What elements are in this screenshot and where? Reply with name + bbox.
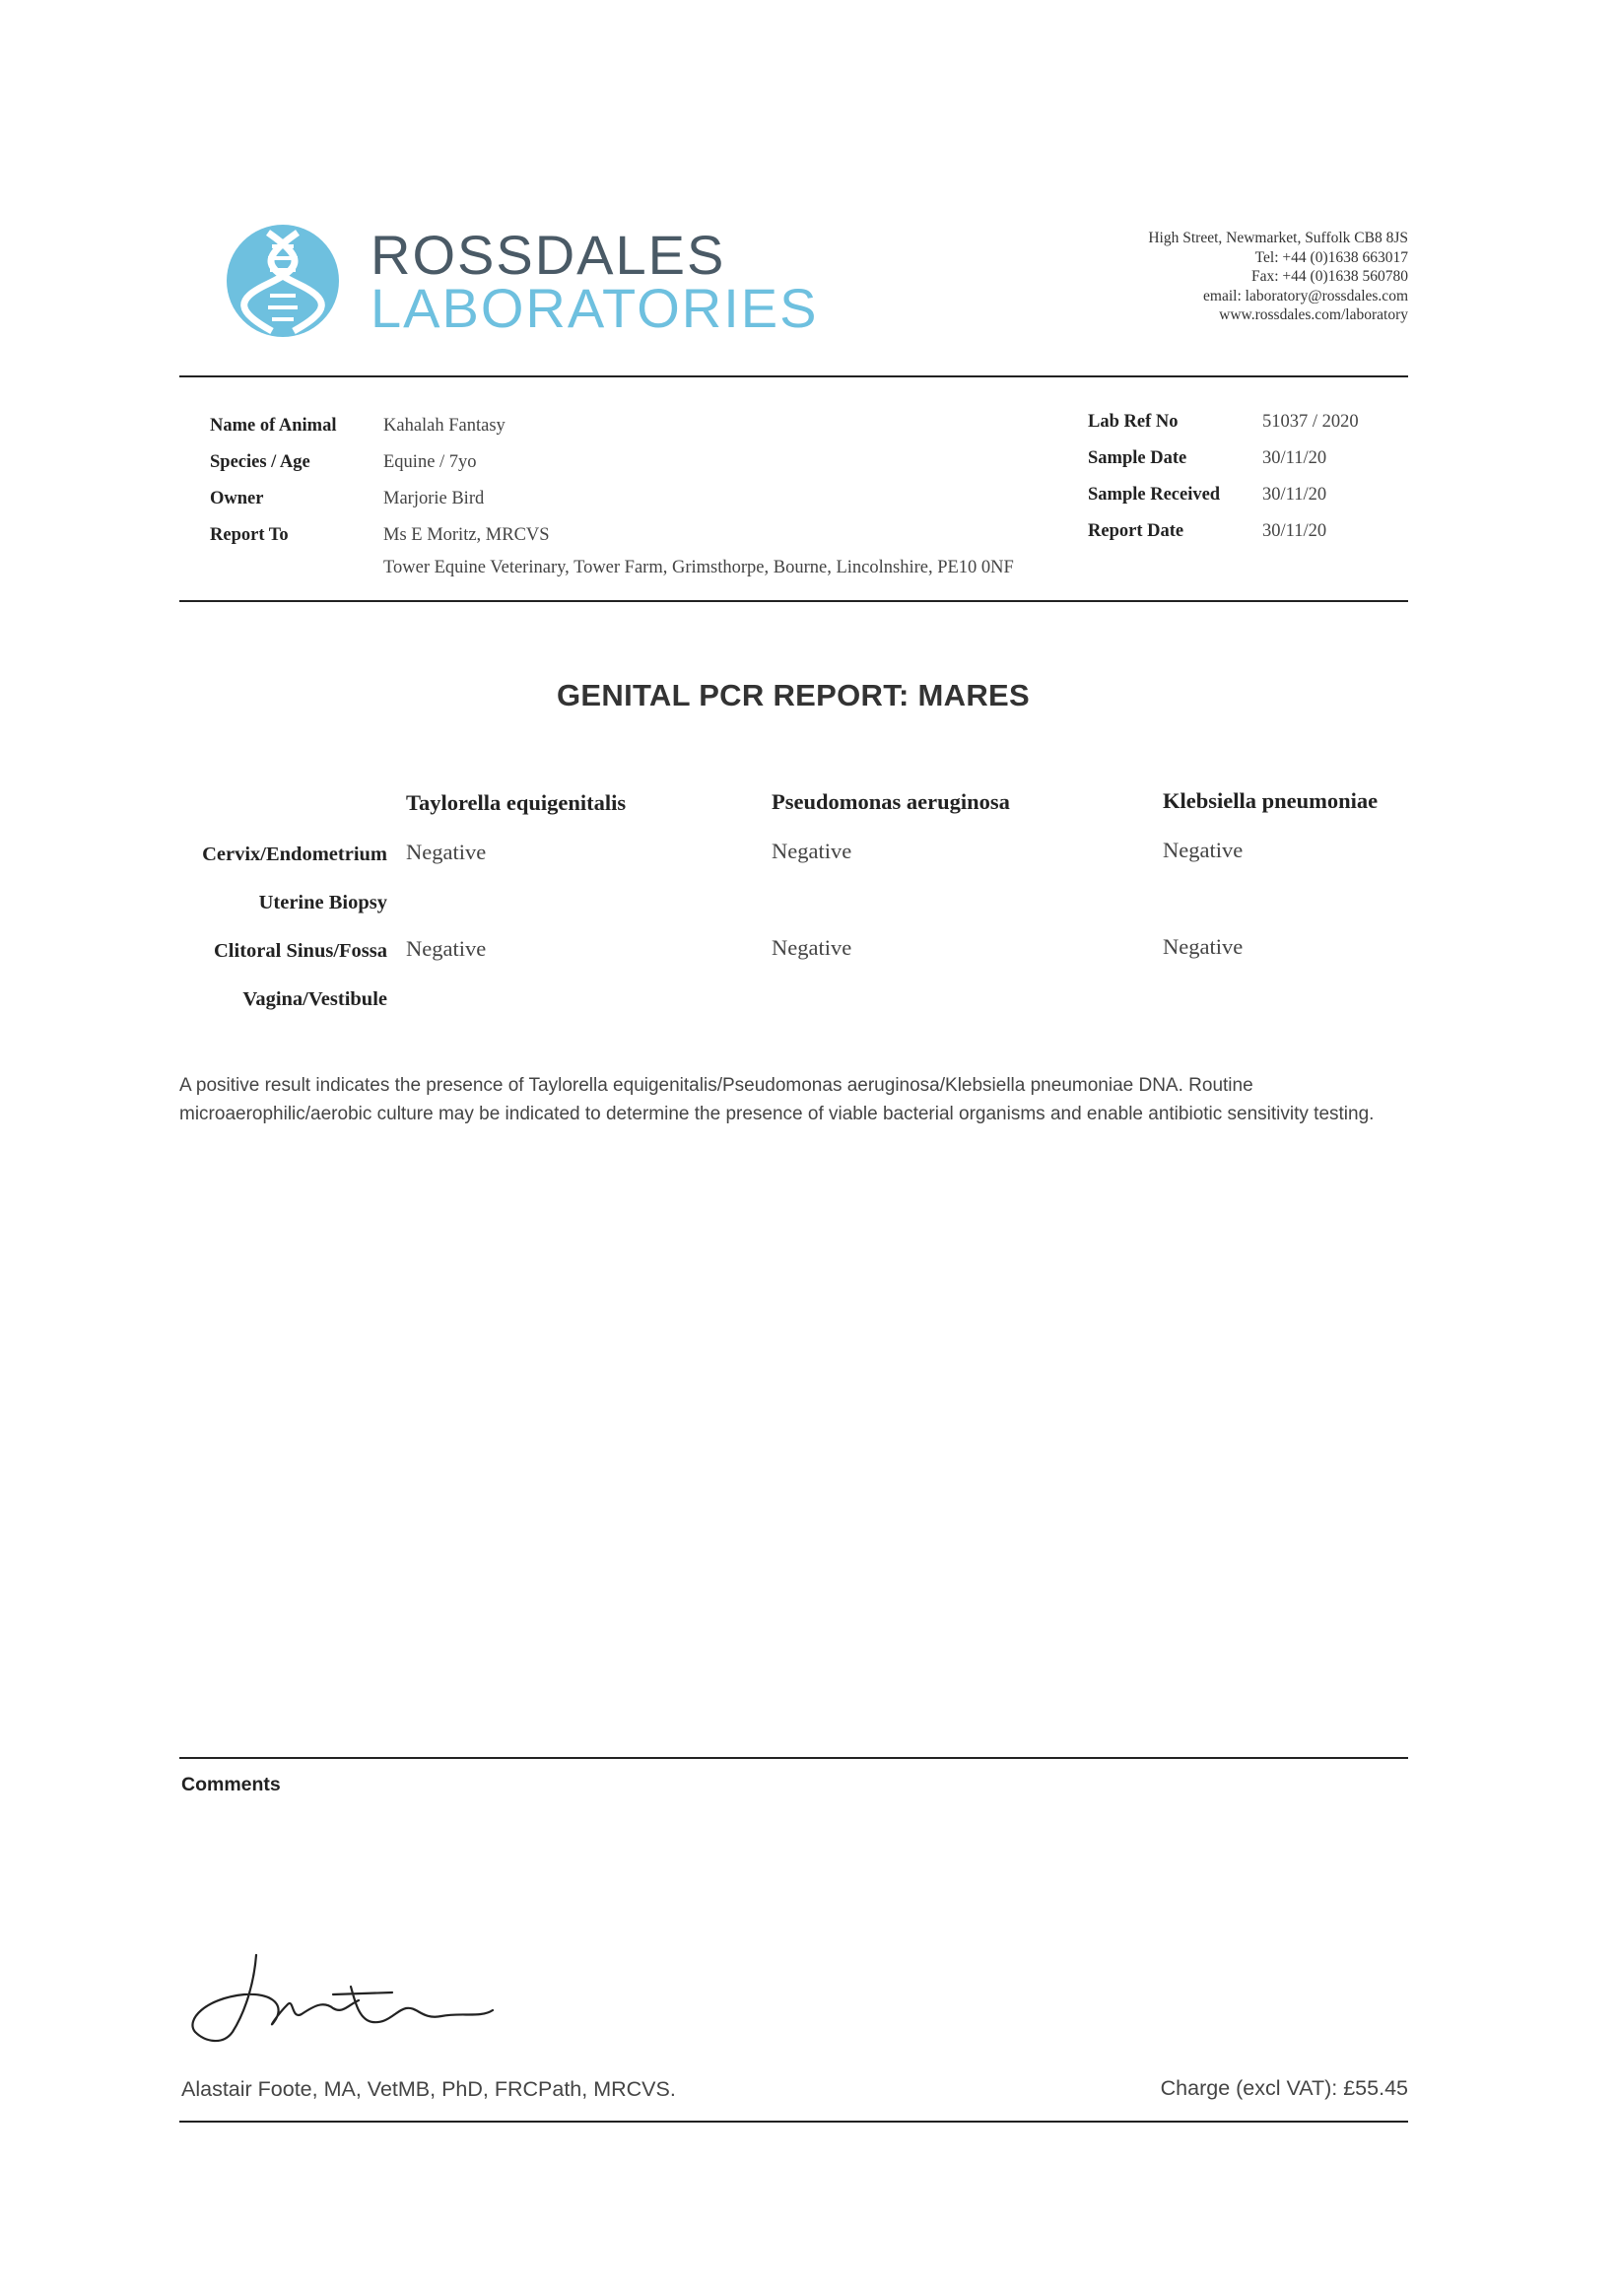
row-label: Uterine Biopsy [258, 892, 387, 913]
address-fax: Fax: +44 (0)1638 560780 [1251, 268, 1408, 285]
row-label: Clitoral Sinus/Fossa [214, 940, 387, 962]
practice-address: Tower Equine Veterinary, Tower Farm, Grimsthorpe, Bourne, Lincolnshire, PE10 0NF [383, 558, 1014, 577]
address-line: High Street, Newmarket, Suffolk CB8 8JS [1148, 230, 1408, 246]
result-cell: Negative [406, 936, 487, 961]
lab-ref: 51037 / 2020 [1262, 412, 1359, 432]
address-email: email: laboratory@rossdales.com [1203, 287, 1408, 304]
comments-divider [179, 1757, 1408, 1759]
signatory-name: Alastair Foote, MA, VetMB, PhD, FRCPath, MRCVS. [181, 2077, 676, 2101]
info-divider [179, 600, 1408, 602]
brand-name: ROSSDALES [371, 224, 726, 286]
result-cell: Negative [772, 839, 852, 863]
interpretation-note: A positive result indicates the presence of Taylorella equigenitalis/Pseudomonas aeruginosa/Klebsiella pneumoniae DNA. Routine microaerophilic/aerobic culture may be indicated to determine the presence of viable bacterial organisms and enable antibiotic sensitivity testing. [179, 1075, 1375, 1124]
sample-received-label: Sample Received [1088, 485, 1221, 505]
signature-image [185, 1951, 501, 2050]
column-header: Taylorella equigenitalis [406, 790, 627, 815]
report-to-label: Report To [210, 525, 289, 545]
lab-address [1148, 229, 1408, 325]
comments-label: Comments [181, 1774, 281, 1795]
column-header: Klebsiella pneumoniae [1163, 788, 1379, 813]
result-cell: Negative [772, 935, 852, 960]
footer-divider [179, 2121, 1408, 2123]
lab-ref-label: Lab Ref No [1088, 412, 1179, 432]
sample-date-label: Sample Date [1088, 448, 1187, 468]
result-cell: Negative [1163, 838, 1244, 862]
report-to: Ms E Moritz, MRCVS [383, 525, 550, 545]
column-header: Pseudomonas aeruginosa [772, 789, 1010, 814]
row-label: Cervix/Endometrium [202, 844, 387, 865]
sample-received: 30/11/20 [1262, 485, 1327, 505]
dna-logo-icon [225, 223, 341, 339]
row-label: Vagina/Vestibule [242, 988, 387, 1010]
owner-name: Marjorie Bird [383, 489, 485, 508]
animal-name: Kahalah Fantasy [383, 416, 506, 436]
sample-date: 30/11/20 [1262, 448, 1327, 468]
result-cell: Negative [406, 840, 487, 864]
species-age: Equine / 7yo [383, 452, 477, 472]
name-label: Name of Animal [210, 416, 337, 436]
charge-amount: Charge (excl VAT): £55.45 [1160, 2076, 1408, 2100]
species-label: Species / Age [210, 452, 310, 472]
address-web: www.rossdales.com/laboratory [1219, 306, 1408, 323]
report-date: 30/11/20 [1262, 521, 1327, 541]
brand-subtitle: LABORATORIES [371, 277, 819, 339]
report-title: GENITAL PCR REPORT: MARES [557, 678, 1030, 712]
result-cell: Negative [1163, 934, 1244, 959]
header-divider [179, 375, 1408, 377]
report-date-label: Report Date [1088, 521, 1184, 541]
address-tel: Tel: +44 (0)1638 663017 [1254, 248, 1408, 266]
owner-label: Owner [210, 489, 264, 508]
